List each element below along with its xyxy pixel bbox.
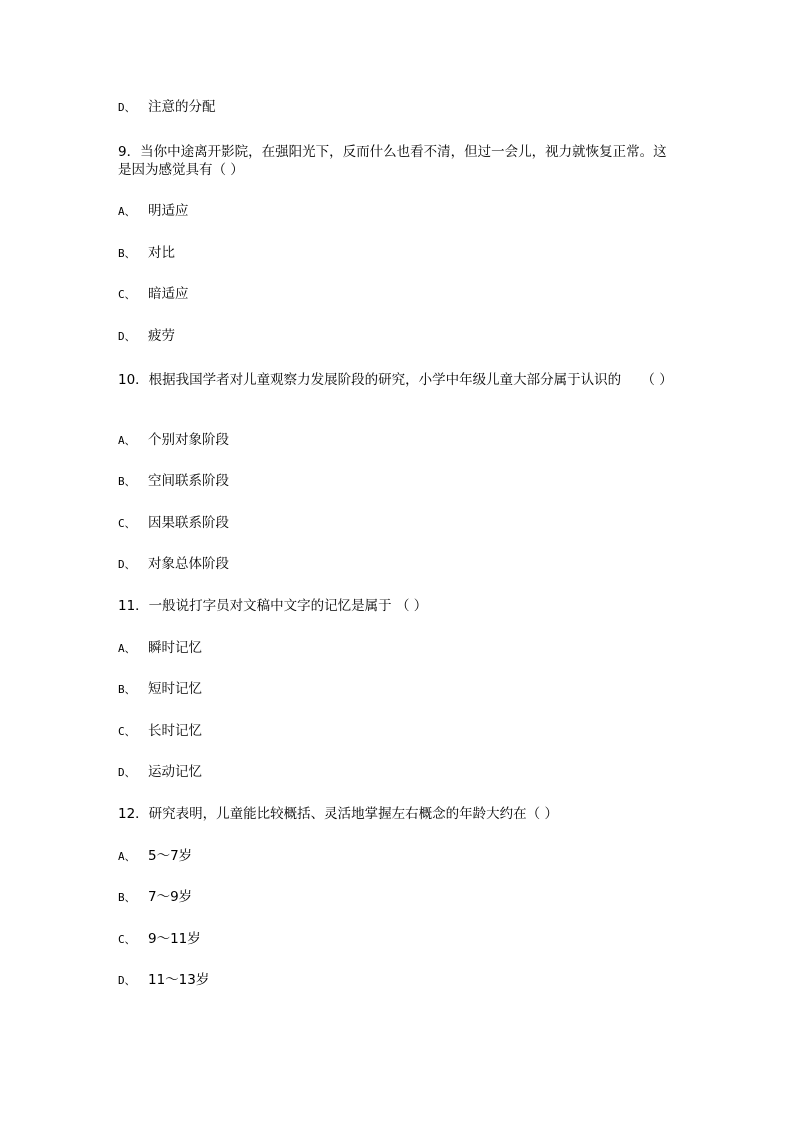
answer-option [118, 98, 216, 117]
question-text: 10．根据我国学者对儿童观察力发展阶段的研究，小学中年级儿童大部分属于认识的 （ ） [118, 372, 673, 388]
option-letter: B、 [118, 247, 136, 260]
answer-option [118, 431, 229, 450]
option-text: 运动记忆 [148, 764, 202, 780]
option-text: 5～7岁 [148, 848, 193, 864]
option-text: 9～11岁 [148, 931, 201, 947]
answer-option [118, 639, 202, 658]
option-text: 空间联系阶段 [148, 473, 229, 489]
question-text: 12．研究表明，儿童能比较概括、灵活地掌握左右概念的年龄大约在（ ） [118, 806, 558, 822]
option-text: 个别对象阶段 [148, 432, 229, 448]
question-text: 9．当你中途离开影院，在强阳光下，反而什么也看不清，但过一会儿，视力就恢复正常。这是因为感觉具有（ ） [118, 144, 667, 178]
option-letter: C、 [118, 517, 136, 530]
option-text: 瞬时记忆 [148, 640, 202, 656]
option-text: 长时记忆 [148, 723, 202, 739]
option-letter: A、 [118, 205, 136, 218]
option-text: 因果联系阶段 [148, 515, 229, 531]
option-letter: A、 [118, 850, 136, 863]
answer-option [118, 847, 192, 866]
question-text: 11．一般说打字员对文稿中文字的记忆是属于 （ ） [118, 598, 428, 614]
option-text: 短时记忆 [148, 681, 202, 697]
option-letter: A、 [118, 642, 136, 655]
option-letter: D、 [118, 330, 136, 343]
answer-option [118, 971, 209, 990]
option-letter: B、 [118, 475, 136, 488]
option-letter: C、 [118, 725, 136, 738]
answer-option [118, 285, 189, 304]
answer-option [118, 680, 202, 699]
answer-option [118, 327, 175, 346]
option-text: 11～13岁 [148, 972, 210, 988]
option-text: 注意的分配 [148, 99, 216, 115]
answer-option [118, 888, 192, 907]
answer-option [118, 514, 229, 533]
option-text: 对象总体阶段 [148, 556, 229, 572]
answer-option [118, 244, 175, 263]
answer-option [118, 472, 229, 491]
option-letter: A、 [118, 434, 136, 447]
option-text: 疲劳 [148, 328, 175, 344]
option-text: 明适应 [148, 203, 189, 219]
option-letter: D、 [118, 766, 136, 779]
option-text: 7～9岁 [148, 889, 193, 905]
option-letter: B、 [118, 683, 136, 696]
option-letter: D、 [118, 101, 136, 114]
option-letter: C、 [118, 288, 136, 301]
option-text: 暗适应 [148, 286, 189, 302]
option-letter: D、 [118, 974, 136, 987]
option-letter: B、 [118, 891, 136, 904]
answer-option [118, 202, 189, 221]
option-text: 对比 [148, 245, 175, 261]
answer-option [118, 930, 201, 949]
answer-option [118, 555, 229, 574]
option-letter: D、 [118, 558, 136, 571]
answer-option [118, 722, 202, 741]
answer-option [118, 763, 202, 782]
option-letter: C、 [118, 933, 136, 946]
